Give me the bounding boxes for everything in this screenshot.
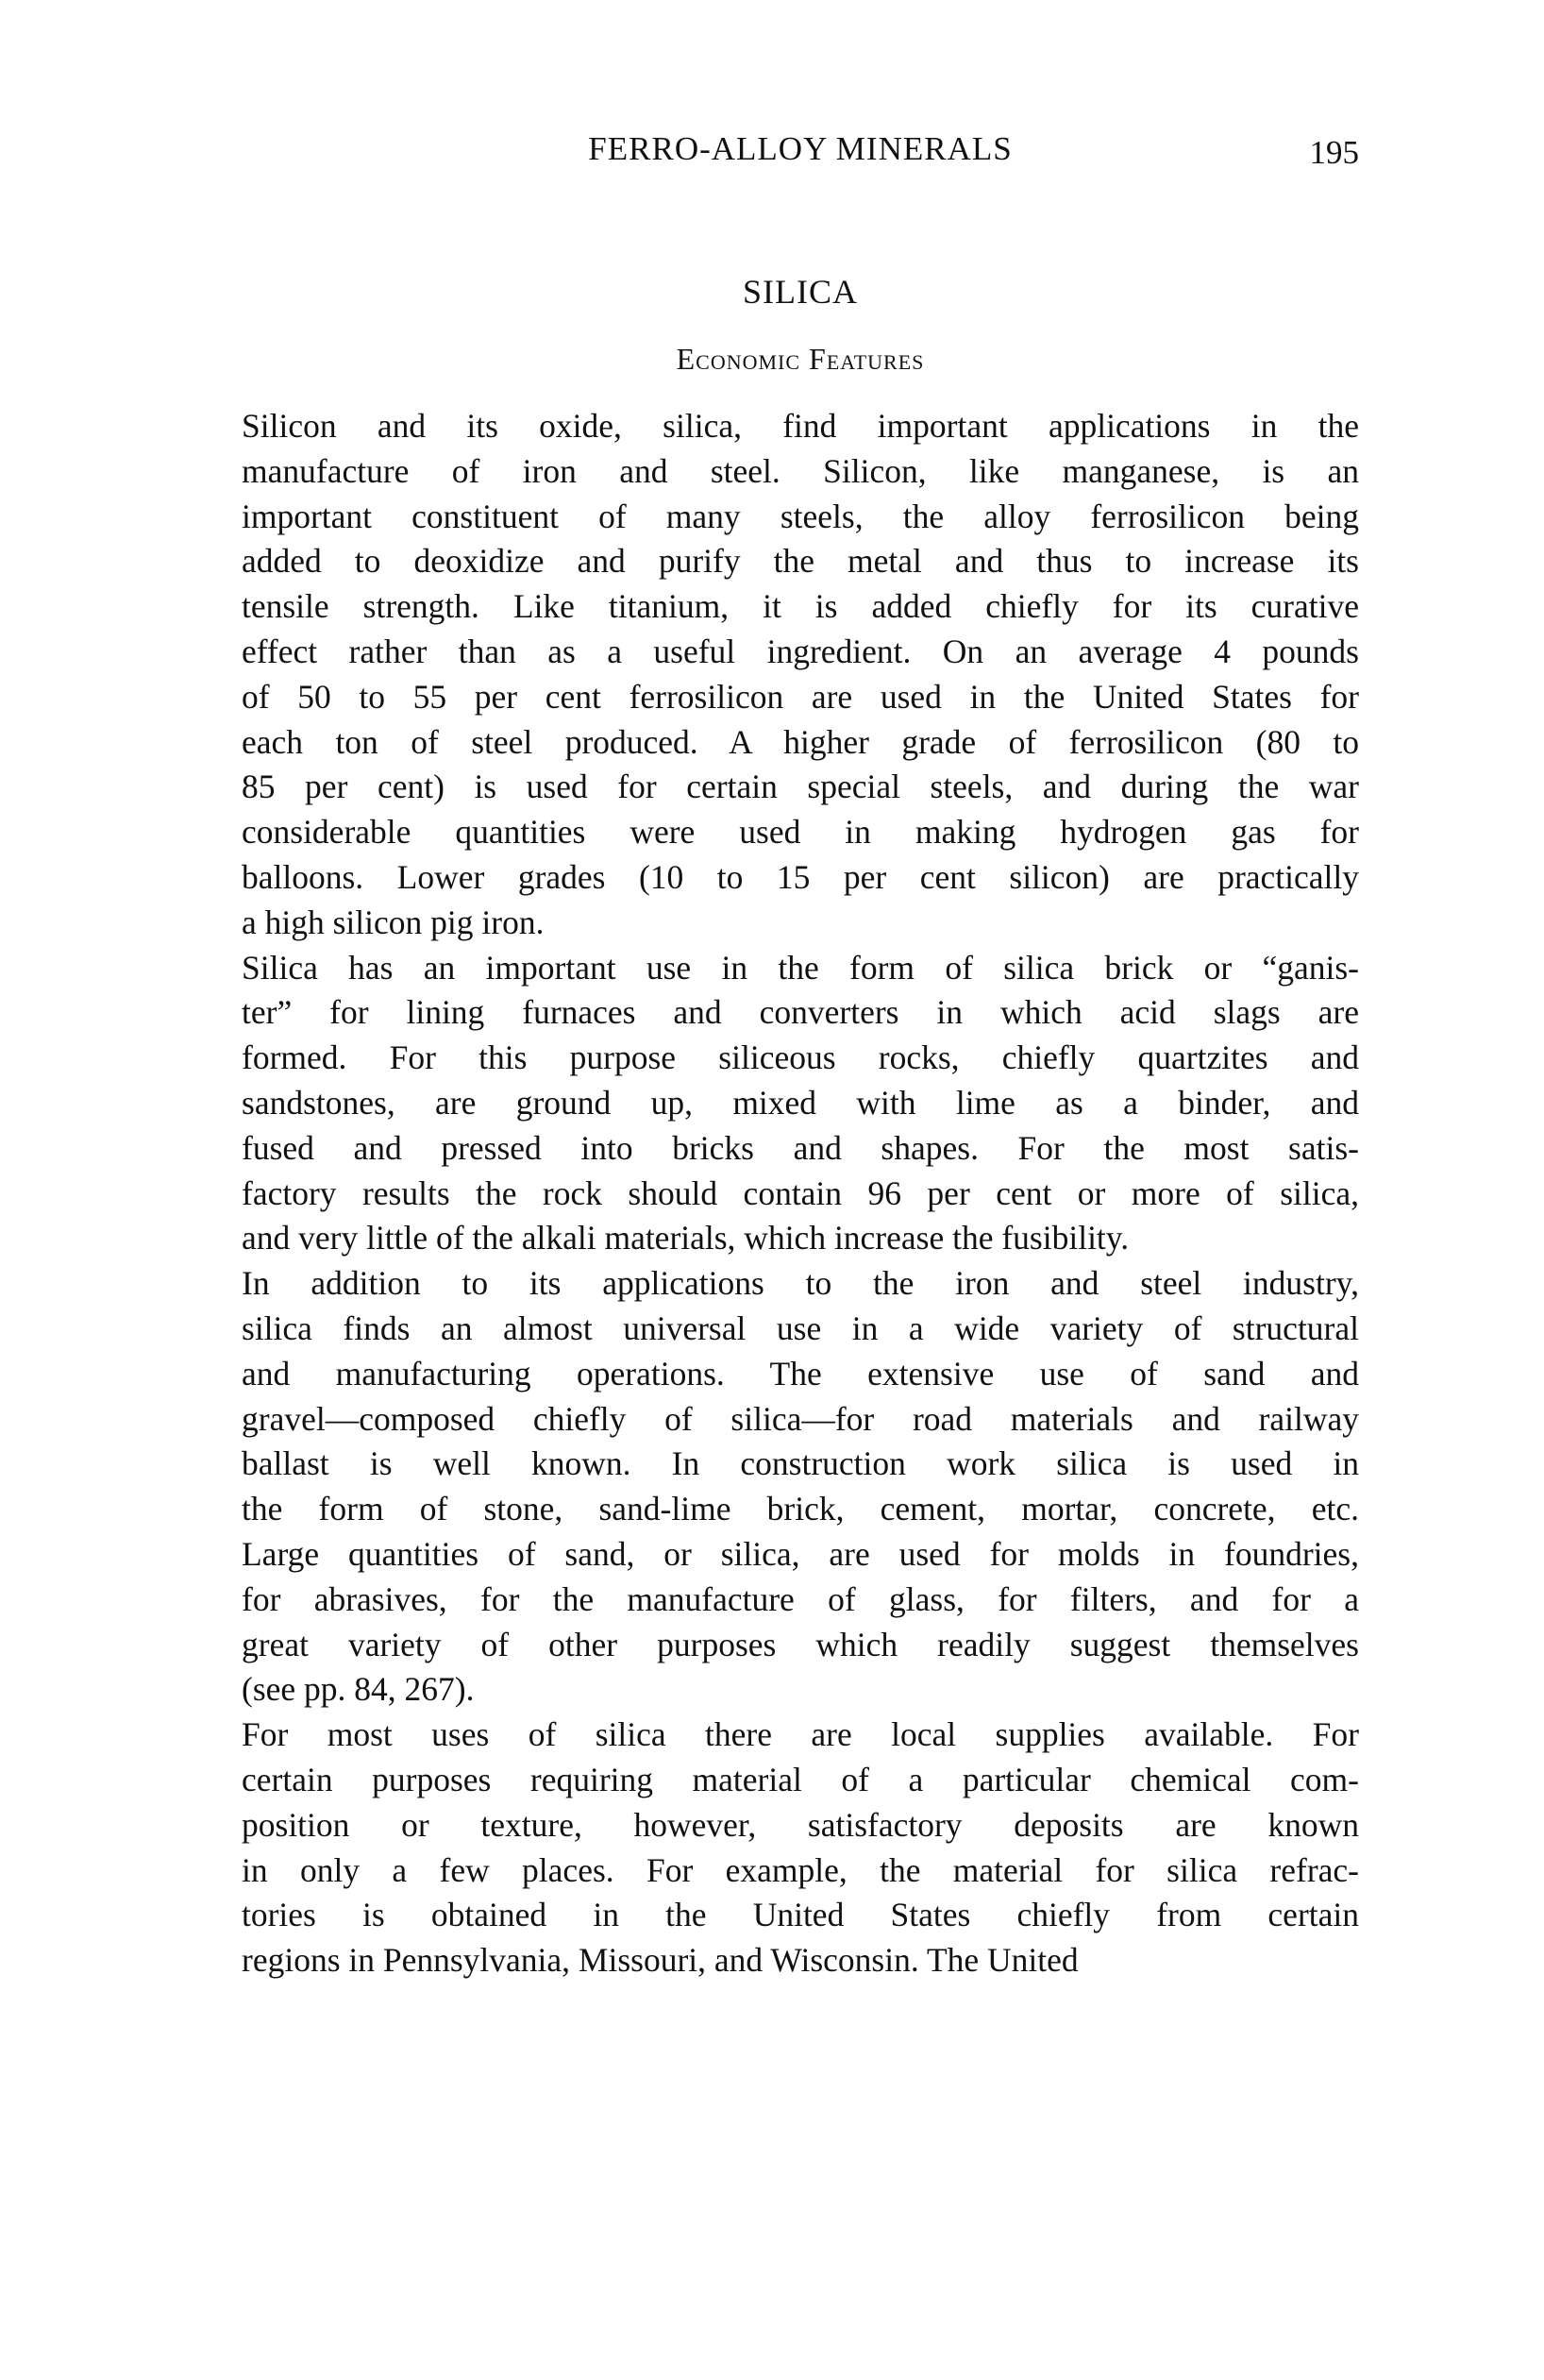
text-line: Silica has an important use in the form of silica brick or “ganis- [242,948,1359,987]
running-head [242,130,1359,177]
paragraph [242,404,1359,946]
text-line: effect rather than as a useful ingredient. On an average 4 pounds [242,632,1359,670]
paragraph [242,1713,1359,1983]
text-line: for abrasives, for the manufacture of glass, for filters, and for a [242,1579,1359,1618]
paragraph [242,946,1359,1262]
body-text [242,404,1359,1983]
text-line: considerable quantities were used in making hydrogen gas for [242,813,1359,852]
text-line: silica finds an almost universal use in a wide variety of structural [242,1308,1359,1347]
text-line: Large quantities of sand, or silica, are used for molds in foundries, [242,1534,1359,1573]
subsection-title: Economic Features [676,342,925,376]
text-line: position or texture, however, satisfactory deposits are known [242,1805,1359,1844]
text-line: In addition to its applications to the iron and steel industry, [242,1264,1359,1303]
text-line: Silicon and its oxide, silica, find important applications in the [242,407,1359,445]
text-line: each ton of steel produced. A higher grade of ferrosilicon (80 to [242,722,1359,761]
text-line: important constituent of many steels, the alloy ferrosilicon being [242,497,1359,535]
section-title: SILICA [743,273,858,311]
paragraph [242,1261,1359,1713]
text-line: 85 per cent) is used for certain special steels, and during the war [242,768,1359,806]
text-line: and manufacturing operations. The extensive use of sand and [242,1354,1359,1393]
text-line: of 50 to 55 per cent ferrosilicon are used in the United States for [242,677,1359,716]
text-line: ter” for lining furnaces and converters in which acid slags are [242,993,1359,1032]
text-line: fused and pressed into bricks and shapes. For the most satis- [242,1128,1359,1167]
text-line: factory results the rock should contain 96 per cent or more of silica, [242,1173,1359,1212]
text-line: ballast is well known. In construction work silica is used in [242,1444,1359,1483]
text-line: the form of stone, sand-lime brick, cement, mortar, concrete, etc. [242,1490,1359,1528]
text-line: certain purposes requiring material of a particular chemical com- [242,1760,1359,1798]
text-line: in only a few places. For example, the material for silica refrac- [242,1850,1359,1889]
text-line: tories is obtained in the United States chiefly from certain [242,1896,1359,1934]
text-line: sandstones, are ground up, mixed with lime as a binder, and [242,1083,1359,1122]
text-line: For most uses of silica there are local supplies available. For [242,1715,1359,1754]
text-line: balloons. Lower grades (10 to 15 per cent silicon) are practically [242,857,1359,896]
page-number: 195 [1309,134,1359,171]
text-line: tensile strength. Like titanium, it is added chiefly for its curative [242,587,1359,626]
text-line: regions in Pennsylvania, Missouri, and Wisconsin. The United [242,1941,1079,1980]
text-line: formed. For this purpose siliceous rocks, chiefly quartzites and [242,1038,1359,1077]
text-line: manufacture of iron and steel. Silicon, like manganese, is an [242,451,1359,490]
text-line: (see pp. 84, 267). [242,1670,475,1709]
text-line: and very little of the alkali materials, which increase the fusibility. [242,1219,1130,1258]
text-line: gravel—composed chiefly of silica—for road materials and railway [242,1399,1359,1438]
text-line: great variety of other purposes which readily suggest themselves [242,1625,1359,1663]
text-line: a high silicon pig iron. [242,903,545,941]
text-line: added to deoxidize and purify the metal and thus to increase its [242,542,1359,581]
running-title: FERRO-ALLOY MINERALS [588,130,1013,167]
